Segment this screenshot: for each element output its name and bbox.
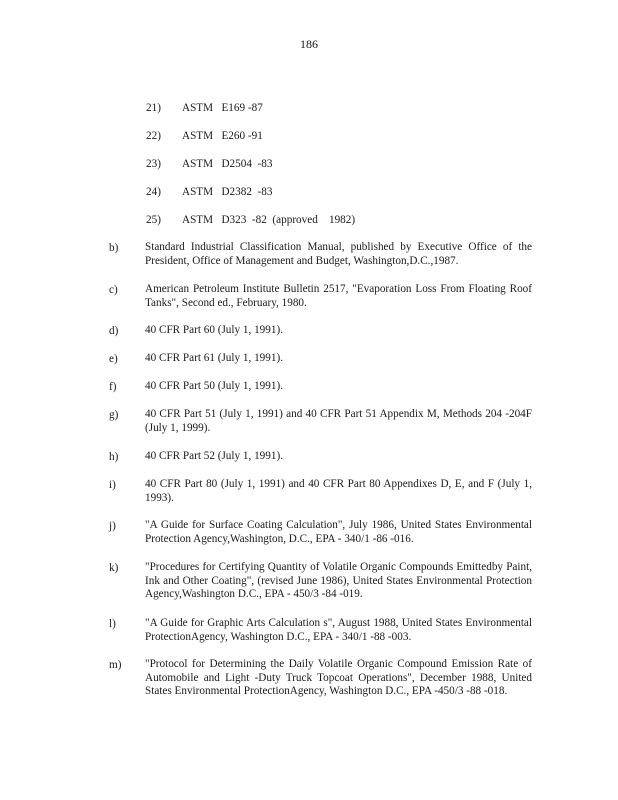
list-item-text: ASTM E169 -87 bbox=[182, 102, 263, 114]
list-item-number: 24) bbox=[146, 186, 161, 198]
reference-c bbox=[109, 283, 533, 310]
reference-letter: f) bbox=[109, 381, 117, 393]
reference-letter: b) bbox=[109, 242, 119, 254]
reference-letter: g) bbox=[109, 409, 119, 421]
reference-letter: i) bbox=[109, 479, 116, 491]
reference-letter: d) bbox=[109, 325, 119, 337]
reference-letter: l) bbox=[109, 618, 116, 630]
reference-text: "Protocol for Determining the Daily Volatile Organic Compound Emission Rate of Automobile and Light -Duty Truck Topcoat Operations", December 1988, United States Environmental ProtectionAgency, Washington D.C., EPA -450/3 -88 -018. bbox=[145, 658, 532, 697]
reference-text: American Petroleum Institute Bulletin 2517, "Evaporation Loss From Floating Roof Tanks", Second ed., February, 1980. bbox=[145, 283, 532, 309]
reference-text: "Procedures for Certifying Quantity of Volatile Organic Compounds Emittedby Paint, Ink and Other Coating", (revised June 1986), United States Environmental Protection Agency,Washington D.C., EPA - 450/3 -84 -019. bbox=[145, 561, 532, 600]
list-item-number: 23) bbox=[146, 158, 161, 170]
reference-l bbox=[109, 617, 533, 644]
list-item-text: ASTM E260 -91 bbox=[182, 130, 263, 142]
reference-text: "A Guide for Graphic Arts Calculation s", August 1988, United States Environmental ProtectionAgency, Washington D.C., EPA - 340/1 -88 -003. bbox=[145, 617, 532, 643]
list-item-number: 21) bbox=[146, 102, 161, 114]
reference-text: 40 CFR Part 51 (July 1, 1991) and 40 CFR Part 51 Appendix M, Methods 204 -204F (July 1, 1999). bbox=[145, 408, 532, 434]
list-item-astm-24 bbox=[146, 185, 272, 199]
reference-j bbox=[109, 519, 533, 546]
list-item-text: ASTM D2504 -83 bbox=[182, 158, 273, 170]
reference-d bbox=[109, 324, 533, 338]
list-item-astm-25 bbox=[146, 213, 355, 227]
reference-text: 40 CFR Part 60 (July 1, 1991). bbox=[145, 324, 283, 336]
reference-letter: e) bbox=[109, 353, 118, 365]
reference-text: "A Guide for Surface Coating Calculation", July 1986, United States Environmental Protection Agency,Washington, D.C., EPA - 340/1 -86 -016. bbox=[145, 519, 532, 545]
reference-letter: j) bbox=[109, 520, 116, 532]
reference-text: 40 CFR Part 80 (July 1, 1991) and 40 CFR Part 80 Appendixes D, E, and F (July 1, 1993). bbox=[145, 478, 532, 504]
reference-text: 40 CFR Part 50 (July 1, 1991). bbox=[145, 380, 283, 392]
reference-text: 40 CFR Part 52 (July 1, 1991). bbox=[145, 450, 283, 462]
reference-k bbox=[109, 561, 533, 602]
reference-letter: c) bbox=[109, 284, 118, 296]
list-item-astm-23 bbox=[146, 157, 272, 171]
reference-text: Standard Industrial Classification Manual, published by Executive Office of the President, Office of Management and Budget, Washington,D.C.,1987. bbox=[145, 241, 532, 267]
reference-letter: k) bbox=[109, 562, 119, 574]
reference-e bbox=[109, 352, 533, 366]
reference-m bbox=[109, 658, 533, 699]
reference-f bbox=[109, 380, 533, 394]
reference-i bbox=[109, 478, 533, 505]
reference-g bbox=[109, 408, 533, 435]
list-item-text: ASTM D323 -82 (approved 1982) bbox=[182, 214, 356, 226]
reference-b bbox=[109, 241, 533, 268]
reference-letter: h) bbox=[109, 451, 119, 463]
reference-letter: m) bbox=[109, 659, 122, 671]
list-item-astm-22 bbox=[146, 129, 263, 143]
list-item-number: 22) bbox=[146, 130, 161, 142]
list-item-text: ASTM D2382 -83 bbox=[182, 186, 273, 198]
reference-h bbox=[109, 450, 533, 464]
list-item-astm-21 bbox=[146, 101, 263, 115]
page-number: 186 bbox=[300, 37, 318, 51]
reference-text: 40 CFR Part 61 (July 1, 1991). bbox=[145, 352, 283, 364]
list-item-number: 25) bbox=[146, 214, 161, 226]
